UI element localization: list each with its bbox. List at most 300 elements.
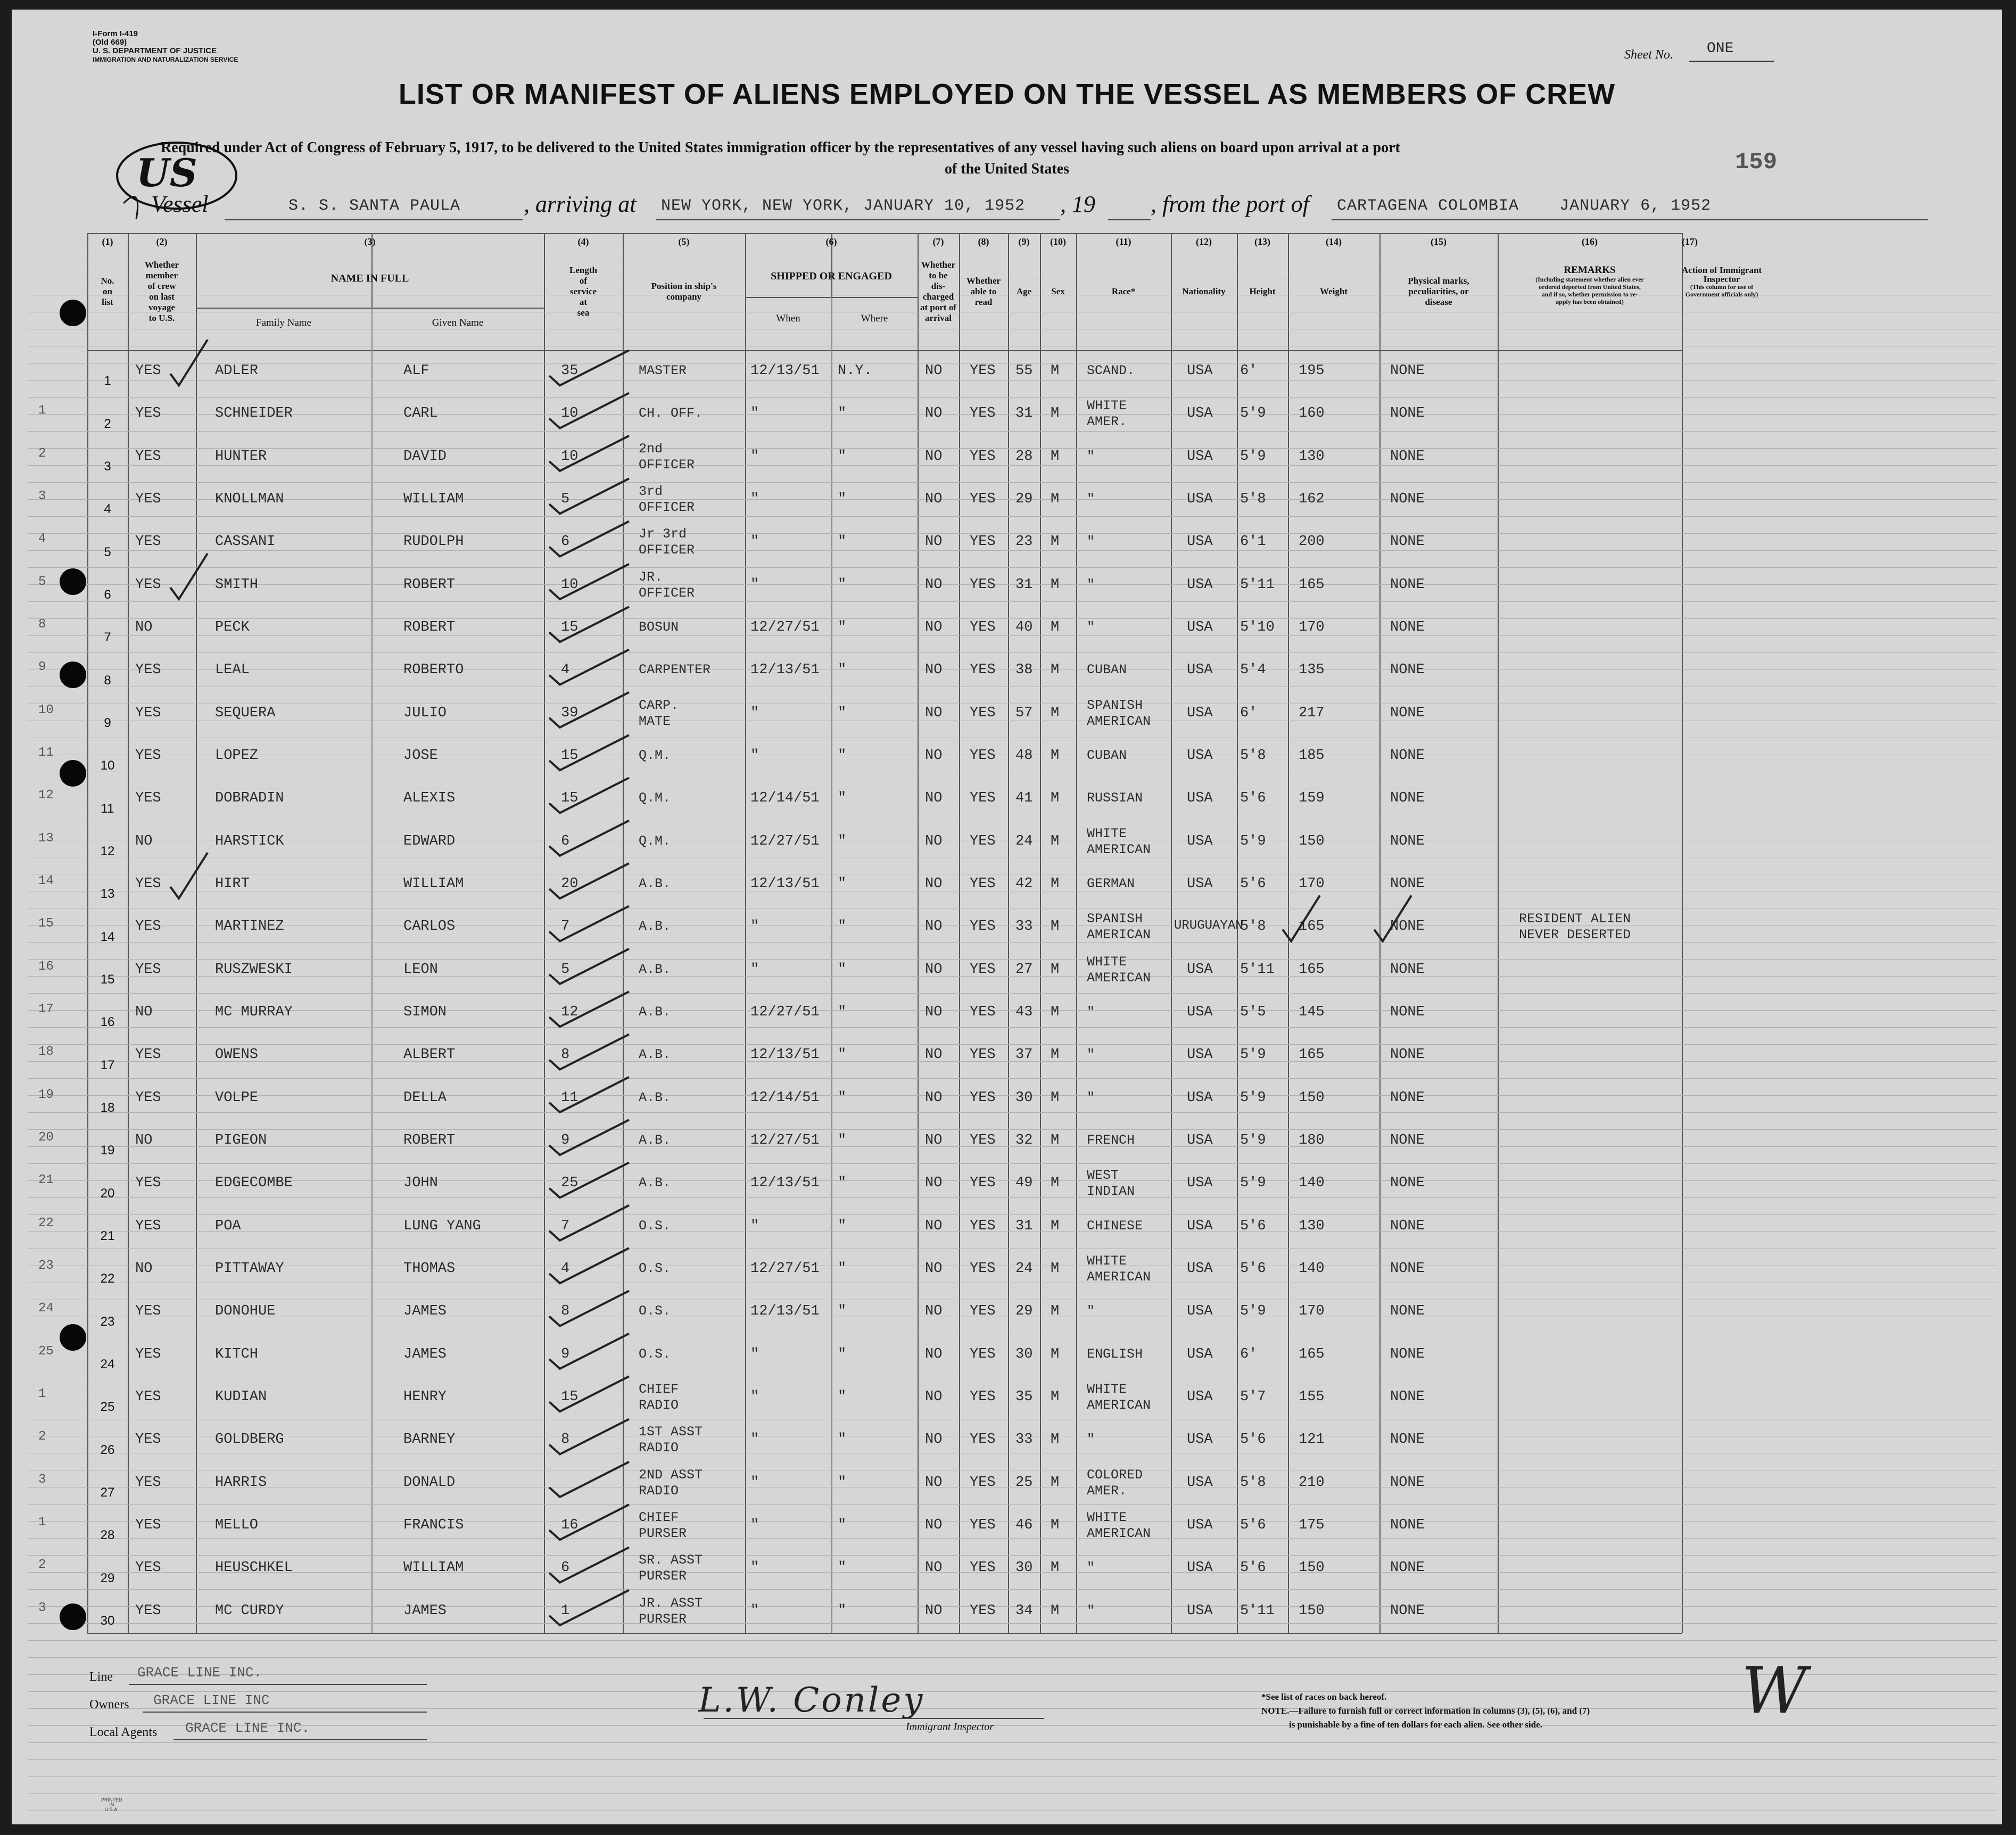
cell-sex: M [1051, 705, 1060, 721]
cell-when: 12/27/51 [750, 619, 820, 636]
cell-family: MARTINEZ [215, 919, 284, 935]
cell-crew: YES [135, 1175, 161, 1192]
cell-disch: NO [925, 1389, 943, 1406]
cell-crew: YES [135, 705, 161, 721]
cell-read: YES [970, 363, 996, 379]
cell-read: YES [970, 833, 996, 849]
cell-nat: USA [1187, 1218, 1213, 1234]
punch-hole [60, 300, 86, 326]
header-c2-label-line: to U.S. [148, 313, 175, 323]
cell-given: WILLIAM [403, 1560, 464, 1576]
cell-wt: 160 [1299, 406, 1325, 422]
cell-marks: NONE [1390, 1389, 1425, 1406]
cell-read: YES [970, 1004, 996, 1021]
cell-wt: 140 [1299, 1261, 1325, 1277]
header-c15-label-line: disease [1425, 297, 1452, 307]
agents-value: GRACE LINE INC. [185, 1720, 310, 1736]
cell-read: YES [970, 1133, 996, 1149]
header-c8-label-line: read [974, 297, 993, 307]
line-value: GRACE LINE INC. [137, 1665, 262, 1681]
cell-when: " [750, 1474, 759, 1491]
inspector-label: Immigrant Inspector [906, 1721, 994, 1733]
cell-nat: USA [1187, 1089, 1213, 1106]
cell-line: JR. [639, 569, 663, 585]
cell-line: A.B. [639, 1047, 671, 1063]
header-c8-number: (8) [978, 236, 989, 247]
cell-line: AMERICAN [1087, 927, 1151, 943]
cell-when: " [750, 961, 759, 978]
subtitle-line-2: of the United States [944, 161, 1070, 177]
cell-where: " [838, 1560, 847, 1576]
cell-nat: USA [1187, 1432, 1213, 1448]
check-mark [170, 853, 208, 898]
cell-wt: 175 [1299, 1517, 1325, 1534]
cell-given: DAVID [403, 448, 447, 465]
margin-tally-number: 21 [38, 1173, 54, 1188]
cell-where: " [838, 1346, 847, 1362]
cell-wt: 140 [1299, 1175, 1325, 1192]
cell-wt: 217 [1299, 705, 1325, 721]
cell-age: 33 [1015, 1432, 1033, 1448]
cell-read: YES [970, 448, 996, 465]
cell-family: PECK [215, 619, 250, 636]
cell-where: " [838, 1175, 847, 1192]
cell-marks: NONE [1390, 1602, 1425, 1619]
cell-where: " [838, 1004, 847, 1021]
cell-read: YES [970, 406, 996, 422]
cell-los: 7 [561, 919, 570, 935]
cell-sex: M [1051, 1175, 1060, 1192]
cell-ht: 5'7 [1240, 1389, 1266, 1406]
owners-value: GRACE LINE INC [153, 1692, 270, 1708]
cell-age: 25 [1015, 1474, 1033, 1491]
cell-line: SCAND. [1087, 363, 1135, 379]
cell-sex: M [1051, 1047, 1060, 1063]
cell-line: CHIEF [639, 1510, 679, 1526]
cell-given: SIMON [403, 1004, 447, 1021]
cell-line: " [1087, 448, 1095, 464]
cell-line: A.B. [639, 919, 671, 935]
margin-tally-number: 16 [38, 959, 54, 974]
cell-marks: NONE [1390, 1175, 1425, 1192]
cell-los: 1 [561, 1602, 570, 1619]
cell-read: YES [970, 705, 996, 721]
cell-read: YES [970, 1261, 996, 1277]
cell-read: YES [970, 662, 996, 679]
cell-line: NEVER DESERTED [1519, 927, 1631, 943]
cell-age: 24 [1015, 1261, 1033, 1277]
cell-wt: 130 [1299, 448, 1325, 465]
header-c13-number: (13) [1254, 236, 1270, 247]
header-c17-label-line: (This column for use of [1690, 283, 1754, 291]
cell-nat: URUGUAYAN [1174, 919, 1243, 933]
header-c15-number: (15) [1431, 236, 1447, 247]
row-number: 22 [100, 1271, 115, 1286]
header-c3-given: Given Name [432, 317, 484, 328]
cell-los: 15 [561, 790, 579, 807]
cell-marks: NONE [1390, 363, 1425, 379]
printer-mark-line-3: U.S.A. [104, 1807, 119, 1812]
cell-ht: 5'9 [1240, 1047, 1266, 1063]
cell-disch: NO [925, 576, 943, 593]
cell-family: PIGEON [215, 1133, 267, 1149]
margin-tally-number: 9 [38, 660, 46, 675]
cell-nat: USA [1187, 1303, 1213, 1320]
cell-family: KITCH [215, 1346, 259, 1362]
cell-marks: NONE [1390, 1089, 1425, 1106]
cell-where: " [838, 1474, 847, 1491]
cell-family: HEUSCHKEL [215, 1560, 293, 1576]
cell-where: " [838, 748, 847, 764]
cell-crew: YES [135, 919, 161, 935]
cell-line: MATE [639, 713, 671, 729]
cell-crew: YES [135, 406, 161, 422]
cell-family: MC CURDY [215, 1602, 284, 1619]
cell-family: HARRIS [215, 1474, 267, 1491]
check-mark [1374, 896, 1411, 941]
cell-line: INDIAN [1087, 1184, 1135, 1200]
header-c7-label-line: charged [922, 292, 954, 302]
header-c15-label-line: Physical marks, [1408, 276, 1469, 286]
cell-when: 12/14/51 [750, 1089, 820, 1106]
cell-nat: USA [1187, 1474, 1213, 1491]
cell-los: 6 [561, 1560, 570, 1576]
line-underline [129, 1684, 427, 1685]
cell-line: WHITE [1087, 1253, 1127, 1269]
cell-line: CUBAN [1087, 662, 1127, 678]
header-c16-label-line: ordered deported from United States, [1539, 283, 1641, 291]
row-number: 25 [100, 1400, 115, 1415]
cell-ht: 5'11 [1240, 576, 1275, 593]
header-c2-label-line: voyage [148, 302, 176, 312]
cell-disch: NO [925, 1560, 943, 1576]
us-text: US [136, 150, 197, 195]
cell-when: " [750, 1218, 759, 1234]
cell-age: 30 [1015, 1346, 1033, 1362]
cell-given: ROBERTO [403, 662, 464, 679]
cell-wt: 170 [1299, 1303, 1325, 1320]
cell-when: " [750, 491, 759, 508]
cell-los: 10 [561, 576, 579, 593]
check-mark [170, 340, 208, 385]
cell-sex: M [1051, 833, 1060, 849]
cell-line: O.S. [639, 1303, 671, 1319]
cell-family: SEQUERA [215, 705, 276, 721]
cell-sex: M [1051, 1602, 1060, 1619]
cell-line: RESIDENT ALIEN [1519, 911, 1631, 927]
cell-disch: NO [925, 1004, 943, 1021]
cell-nat: USA [1187, 1389, 1213, 1406]
cell-ht: 5'8 [1240, 919, 1266, 935]
cell-wt: 165 [1299, 961, 1325, 978]
cell-disch: NO [925, 1133, 943, 1149]
punch-hole [60, 760, 86, 787]
cell-line: CARPENTER [639, 662, 711, 678]
cell-age: 27 [1015, 961, 1033, 978]
from-port-label: , from the port of [1151, 191, 1309, 217]
manifest-page [12, 10, 2002, 1824]
printer-mark-line-2: IN [109, 1802, 114, 1807]
cell-age: 29 [1015, 491, 1033, 508]
cell-line: RADIO [639, 1483, 679, 1499]
cell-age: 23 [1015, 534, 1033, 550]
cell-line: SR. ASST [639, 1552, 703, 1568]
cell-disch: NO [925, 790, 943, 807]
cell-marks: NONE [1390, 919, 1425, 935]
margin-tally-number: 25 [38, 1344, 54, 1359]
cell-nat: USA [1187, 790, 1213, 807]
cell-read: YES [970, 790, 996, 807]
cell-where: " [838, 1089, 847, 1106]
cell-ht: 5'9 [1240, 1175, 1266, 1192]
cell-disch: NO [925, 534, 943, 550]
agents-label: Local Agents [89, 1725, 158, 1739]
cell-ht: 5'6 [1240, 1517, 1266, 1534]
cell-los: 5 [561, 961, 570, 978]
row-number: 16 [100, 1015, 115, 1030]
cell-where: " [838, 790, 847, 807]
cell-line: " [1087, 1602, 1095, 1618]
cell-age: 29 [1015, 1303, 1033, 1320]
cell-where: " [838, 662, 847, 679]
cell-line: " [1087, 491, 1095, 507]
cell-marks: NONE [1390, 1047, 1425, 1063]
cell-marks: NONE [1390, 619, 1425, 636]
header-c16-label-line: and if so, whether permission to re- [1541, 291, 1638, 298]
subtitle-line-1: Required under Act of Congress of February 5, 1917, to be delivered to the United States immigration officer by the representatives of any vessel having such aliens on board upon arrival at a port [161, 139, 1400, 156]
cell-wt: 130 [1299, 1218, 1325, 1234]
cell-age: 30 [1015, 1560, 1033, 1576]
cell-crew: YES [135, 1303, 161, 1320]
cell-disch: NO [925, 662, 943, 679]
header-c5-label-line: Position in ship's [651, 281, 717, 291]
header-c6-where: Where [861, 313, 888, 324]
cell-line: A.B. [639, 1175, 671, 1191]
cell-crew: YES [135, 662, 161, 679]
punch-hole [60, 662, 86, 688]
cell-when: " [750, 576, 759, 593]
cell-disch: NO [925, 406, 943, 422]
header-c16-label-line: apply has been obtained) [1556, 298, 1624, 305]
cell-crew: YES [135, 1389, 161, 1406]
cell-crew: YES [135, 1432, 161, 1448]
row-number: 30 [100, 1613, 115, 1628]
old-form-number: (Old 669) [93, 38, 127, 47]
cell-line: Q.M. [639, 790, 671, 806]
header-c15-label-line: peculiarities, or [1408, 286, 1469, 296]
cell-crew: YES [135, 491, 161, 508]
punch-hole [60, 1324, 86, 1351]
cell-given: CARLOS [403, 919, 456, 935]
margin-tally-number: 24 [38, 1301, 54, 1316]
cell-crew: YES [135, 1602, 161, 1619]
cell-where: " [838, 1218, 847, 1234]
cell-marks: NONE [1390, 1133, 1425, 1149]
row-number: 6 [104, 587, 111, 602]
cell-age: 31 [1015, 576, 1033, 593]
cell-given: ROBERT [403, 1133, 456, 1149]
cell-given: JAMES [403, 1346, 447, 1362]
cell-line: O.S. [639, 1218, 671, 1234]
cell-when: " [750, 1560, 759, 1576]
cell-when: 12/27/51 [750, 1261, 820, 1277]
header-c2-label-line: of crew [147, 281, 176, 291]
cell-sex: M [1051, 961, 1060, 978]
row-number: 8 [104, 673, 111, 688]
cell-when: " [750, 534, 759, 550]
cell-read: YES [970, 1474, 996, 1491]
cell-family: KUDIAN [215, 1389, 267, 1406]
cell-line: " [1087, 619, 1095, 635]
cell-where: " [838, 1517, 847, 1534]
cell-family: GOLDBERG [215, 1432, 284, 1448]
check-mark-strokes [549, 350, 629, 1625]
cell-los: 9 [561, 1133, 570, 1149]
row-number: 3 [104, 459, 111, 474]
cell-line: AMER. [1087, 414, 1127, 430]
cell-given: ALF [403, 363, 429, 379]
cell-line: CARP. [639, 697, 679, 713]
races-note: *See list of races on back hereof. [1261, 1692, 1387, 1702]
row-number: 1 [104, 374, 111, 389]
cell-los: 15 [561, 1389, 579, 1406]
cell-read: YES [970, 1089, 996, 1106]
cell-where: " [838, 1432, 847, 1448]
cell-read: YES [970, 1389, 996, 1406]
header-c7-number: (7) [932, 236, 944, 247]
cell-wt: 135 [1299, 662, 1325, 679]
vessel-label: Vessel [151, 191, 209, 217]
cell-crew: YES [135, 876, 161, 892]
cell-wt: 165 [1299, 919, 1325, 935]
cell-disch: NO [925, 1432, 943, 1448]
cell-crew: NO [135, 833, 153, 849]
cell-wt: 170 [1299, 619, 1325, 636]
cell-ht: 5'8 [1240, 748, 1266, 764]
cell-sex: M [1051, 1261, 1060, 1277]
header-c3-number: (3) [364, 236, 376, 247]
cell-crew: YES [135, 1474, 161, 1491]
cell-where: N.Y. [838, 363, 872, 379]
header-c5-label-line: company [666, 292, 702, 302]
cell-marks: NONE [1390, 576, 1425, 593]
cell-given: JAMES [403, 1602, 447, 1619]
cell-given: JAMES [403, 1303, 447, 1320]
cell-los: 6 [561, 833, 570, 849]
cell-crew: YES [135, 363, 161, 379]
cell-marks: NONE [1390, 1261, 1425, 1277]
stamp-number: 159 [1735, 149, 1778, 176]
cell-ht: 5'11 [1240, 1602, 1275, 1619]
header-c16-label-line: (Including statement whether alien ever [1535, 276, 1644, 283]
header-c8-label-line: Whether [966, 276, 1001, 286]
row-number: 27 [100, 1485, 115, 1500]
form-number: I-Form I-419 [93, 29, 138, 38]
cell-sex: M [1051, 1133, 1060, 1149]
cell-ht: 6' [1240, 363, 1258, 379]
cell-sex: M [1051, 576, 1060, 593]
cell-crew: YES [135, 748, 161, 764]
cell-ht: 5'6 [1240, 1261, 1266, 1277]
cell-given: LUNG YANG [403, 1218, 481, 1234]
sheet-number: ONE [1707, 40, 1734, 57]
cell-line: COLORED [1087, 1467, 1143, 1483]
cell-line: WHITE [1087, 1382, 1127, 1398]
cell-nat: USA [1187, 619, 1213, 636]
cell-los: 4 [561, 1261, 570, 1277]
cell-sex: M [1051, 534, 1060, 550]
cell-where: " [838, 833, 847, 849]
cell-line: MASTER [639, 363, 687, 379]
cell-line: " [1087, 1432, 1095, 1448]
cell-nat: USA [1187, 1047, 1213, 1063]
header-c4-label-line: at [579, 297, 588, 307]
cell-los: 8 [561, 1047, 570, 1063]
cell-given: LEON [403, 961, 438, 978]
cell-marks: NONE [1390, 1560, 1425, 1576]
cell-ht: 5'10 [1240, 619, 1275, 636]
cell-sex: M [1051, 1432, 1060, 1448]
cell-line: AMERICAN [1087, 1269, 1151, 1285]
cell-wt: 121 [1299, 1432, 1325, 1448]
cell-when: 12/13/51 [750, 1303, 820, 1320]
margin-tally-number: 3 [38, 1472, 46, 1487]
margin-tally-number: 1 [38, 1515, 46, 1530]
cell-line: " [1087, 1047, 1095, 1063]
header-c13-label-line: Height [1249, 286, 1276, 296]
cell-when: 12/27/51 [750, 1133, 820, 1149]
header-c4-number: (4) [577, 236, 589, 247]
cell-line: A.B. [639, 1133, 671, 1148]
margin-tally-number: 15 [38, 916, 54, 931]
cell-los: 4 [561, 662, 570, 679]
cell-age: 28 [1015, 448, 1033, 465]
cell-where: " [838, 406, 847, 422]
cell-nat: USA [1187, 662, 1213, 679]
cell-marks: NONE [1390, 748, 1425, 764]
cell-family: LEAL [215, 662, 250, 679]
header-c4-label-line: sea [577, 308, 590, 318]
cell-nat: USA [1187, 1175, 1213, 1192]
cell-wt: 150 [1299, 1089, 1325, 1106]
cell-line: RUSSIAN [1087, 790, 1143, 806]
cell-given: WILLIAM [403, 876, 464, 892]
cell-nat: USA [1187, 748, 1213, 764]
cell-marks: NONE [1390, 491, 1425, 508]
cell-los: 15 [561, 748, 579, 764]
arriving-label: , arriving at [524, 191, 637, 217]
cell-marks: NONE [1390, 1004, 1425, 1021]
cell-disch: NO [925, 705, 943, 721]
header-c17-label-line: Government officials only) [1685, 291, 1758, 298]
cell-wt: 200 [1299, 534, 1325, 550]
cell-when: " [750, 748, 759, 764]
cell-family: MELLO [215, 1517, 259, 1534]
margin-tally-number: 8 [38, 617, 46, 632]
printer-mark [101, 1798, 122, 1812]
cell-line: OFFICER [639, 457, 695, 473]
cell-marks: NONE [1390, 1303, 1425, 1320]
cell-ht: 5'8 [1240, 491, 1266, 508]
cell-where: " [838, 1389, 847, 1406]
cell-read: YES [970, 619, 996, 636]
cell-when: 12/13/51 [750, 1175, 820, 1192]
cell-given: HENRY [403, 1389, 447, 1406]
cell-when: 12/14/51 [750, 790, 820, 807]
cell-line: AMERICAN [1087, 1526, 1151, 1542]
cell-read: YES [970, 1175, 996, 1192]
year-label: , 19 [1060, 191, 1095, 217]
